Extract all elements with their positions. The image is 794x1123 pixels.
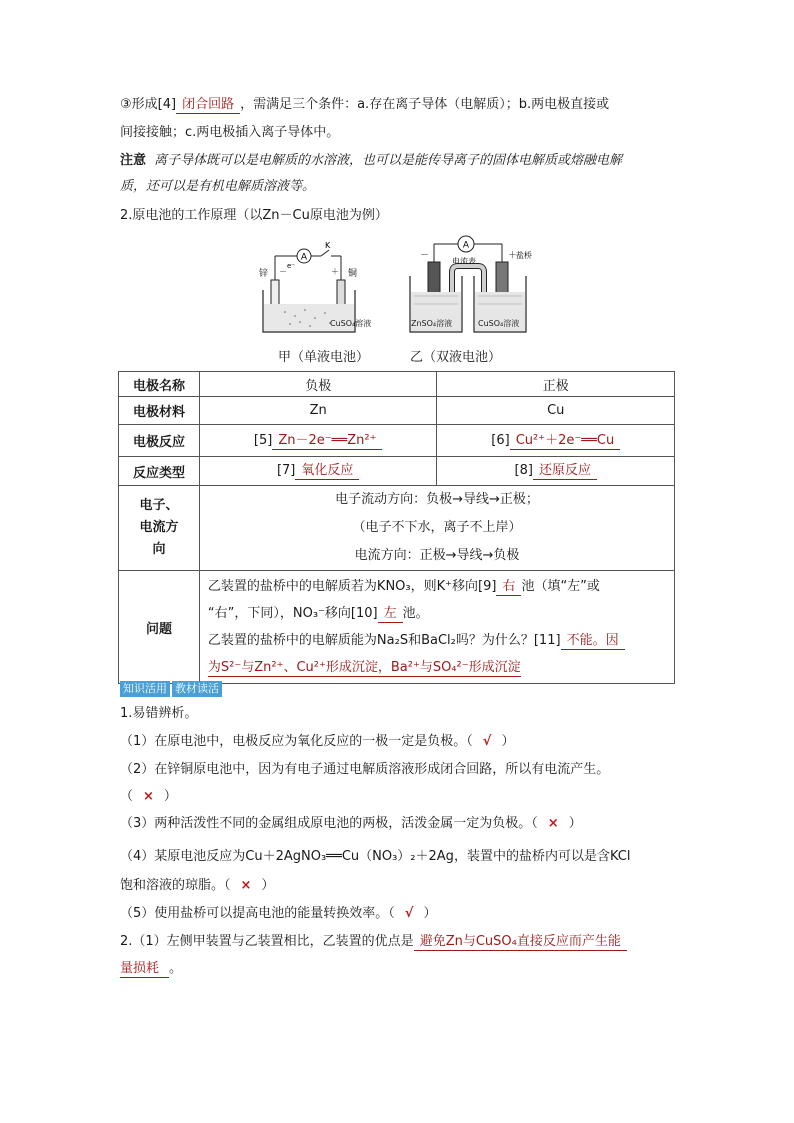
svg-text:A: A bbox=[300, 252, 308, 263]
header-reaction: 电极反应 bbox=[119, 425, 200, 457]
practice-item-3: （3）两种活泼性不同的金属组成原电池的两极，活泼金属一定为负极。（ × ） bbox=[120, 816, 582, 831]
cell-direction bbox=[199, 486, 674, 571]
cross-mark: × bbox=[547, 816, 559, 831]
cell-positive: 正极 bbox=[437, 372, 675, 397]
fig2-right-solution: CuSO₄溶液 bbox=[478, 319, 520, 328]
answer-q2: 避免Zn与CuSO₄直接反应而产生能 bbox=[414, 933, 627, 951]
cross-mark: × bbox=[143, 789, 154, 804]
table-row bbox=[119, 486, 675, 571]
note-line1 bbox=[120, 150, 622, 172]
direction-electron: 电子流动方向：负极→导线→正极； bbox=[335, 492, 539, 507]
practice-title: 1.易错辨析。 bbox=[120, 706, 198, 721]
svg-text:K: K bbox=[325, 241, 331, 250]
direction-current: 电流方向：正极→导线→负极 bbox=[354, 548, 520, 563]
header-electrode-name: 电极名称 bbox=[119, 372, 200, 397]
svg-text:＋: ＋ bbox=[508, 251, 518, 261]
svg-text:电流表: 电流表 bbox=[452, 257, 476, 266]
svg-text:盐桥: 盐桥 bbox=[516, 251, 532, 260]
answer-7: 氧化反应 bbox=[295, 462, 359, 480]
practice-item-1: （1）在原电池中，电极反应为氧化反应的一极一定是负极。（ √ ） bbox=[120, 734, 515, 749]
note-line2 bbox=[120, 176, 315, 198]
cell-negative: 负极 bbox=[199, 372, 437, 397]
answer-8: 还原反应 bbox=[533, 462, 597, 480]
cell-mat-pos: Cu bbox=[437, 397, 675, 425]
table-row bbox=[119, 397, 675, 425]
table-row bbox=[119, 571, 675, 684]
cell-type-pos: [8] 还原反应 bbox=[437, 457, 675, 486]
tag-knowledge: 知识活用 bbox=[120, 681, 170, 697]
answer-5: Zn－2e⁻══Zn²⁺ bbox=[272, 432, 382, 450]
header-type: 反应类型 bbox=[119, 457, 200, 486]
item3-rest: ，需满足三个条件：a.存在离子导体（电解质）；b.两电极直接或 bbox=[240, 97, 610, 112]
practice-item-2-answer: （ × ） bbox=[120, 789, 177, 804]
answer-6: Cu²⁺＋2e⁻══Cu bbox=[510, 432, 621, 450]
question-2-line2: 量损耗 。 bbox=[120, 961, 183, 976]
section-2-heading: 2.原电池的工作原理（以Zn－Cu原电池为例） bbox=[120, 208, 388, 223]
cell-react-neg: [5] Zn－2e⁻══Zn²⁺ bbox=[199, 425, 437, 457]
table-row bbox=[119, 372, 675, 397]
intro-item3 bbox=[120, 94, 609, 116]
practice-item-5: （5）使用盐桥可以提高电池的能量转换效率。（ √ ） bbox=[120, 906, 437, 921]
header-question: 问题 bbox=[119, 571, 200, 684]
answer-11b: 为S²⁻与Zn²⁺、Cu²⁺形成沉淀，Ba²⁺与SO₄²⁻形成沉淀 bbox=[207, 660, 521, 675]
comparison-table bbox=[118, 371, 675, 684]
answer-4: 闭合回路 bbox=[176, 96, 240, 114]
note-label: 注意 bbox=[120, 153, 147, 168]
answer-q2-cont: 量损耗 bbox=[120, 960, 169, 978]
answer-10: 左 bbox=[378, 605, 403, 623]
practice-item-2: （2）在锌铜原电池中，因为有电子通过电解质溶液形成闭合回路，所以有电流产生。 bbox=[120, 762, 610, 777]
cell-type-neg: [7] 氧化反应 bbox=[199, 457, 437, 486]
note-text-1: 离子导体既可以是电解质的水溶液，也可以是能传导离子的固体电解质或熔融电解 bbox=[154, 153, 623, 168]
question-2-line1: 2.（1）左侧甲装置与乙装置相比，乙装置的优点是 避免Zn与CuSO₄直接反应而产生能 bbox=[120, 931, 627, 953]
header-direction: 电子、电流方向 bbox=[119, 486, 200, 571]
direction-note: （电子不下水，离子不上岸） bbox=[352, 520, 522, 535]
intro-item3-line2: 间接接触；c.两电极插入离子导体中。 bbox=[120, 125, 340, 140]
switch-icon bbox=[321, 250, 329, 256]
svg-text:铜: 铜 bbox=[348, 269, 358, 279]
item3-prefix: ③形成[4] bbox=[120, 97, 177, 112]
svg-text:－: － bbox=[279, 267, 287, 276]
fig1-caption: 甲（单液电池） bbox=[278, 350, 370, 365]
section-tags bbox=[120, 681, 222, 697]
check-mark: √ bbox=[482, 734, 492, 749]
answer-11a: 不能。因 bbox=[561, 632, 625, 650]
check-mark: √ bbox=[404, 906, 414, 921]
svg-text:e⁻: e⁻ bbox=[287, 262, 296, 270]
cell-react-pos: [6] Cu²⁺＋2e⁻══Cu bbox=[437, 425, 675, 457]
fig1-solution-label: CuSO₄溶液 bbox=[330, 319, 372, 328]
svg-text:锌: 锌 bbox=[259, 269, 269, 279]
cell-mat-neg: Zn bbox=[199, 397, 437, 425]
svg-text:－: － bbox=[420, 251, 430, 261]
answer-9: 右 bbox=[496, 578, 521, 596]
svg-text:＋: ＋ bbox=[331, 267, 339, 276]
header-material: 电极材料 bbox=[119, 397, 200, 425]
svg-text:A: A bbox=[462, 240, 470, 251]
note-text-2: 质，还可以是有机电解质溶液等。 bbox=[120, 179, 316, 194]
practice-item-4: （4）某原电池反应为Cu＋2AgNO₃══Cu（NO₃）₂＋2Ag，装置中的盐桥内可以是含KCl bbox=[120, 849, 631, 864]
table-row bbox=[119, 457, 675, 486]
fig2-caption: 乙（双液电池） bbox=[410, 350, 502, 365]
cross-mark: × bbox=[240, 878, 252, 893]
cell-question: 乙装置的盐桥中的电解质若为KNO₃，则K⁺移向[9] 右 池（填“左”或 “右”，下同），NO₃⁻移向[10] 左 池。 乙装置的盐桥中的电解质能为Na₂S和BaCl₂吗？为什么？[11] 不能。因 为S²⁻与Zn²⁺、Cu²⁺形成沉淀，Ba²⁺与SO₄²⁻形成沉淀 bbox=[199, 571, 674, 684]
tag-textbook: 教材读活 bbox=[172, 681, 222, 697]
table-row bbox=[119, 425, 675, 457]
fig2-left-solution: ZnSO₄溶液 bbox=[411, 319, 453, 328]
practice-item-4-line2: 饱和溶液的琼脂。（ × ） bbox=[120, 878, 275, 893]
